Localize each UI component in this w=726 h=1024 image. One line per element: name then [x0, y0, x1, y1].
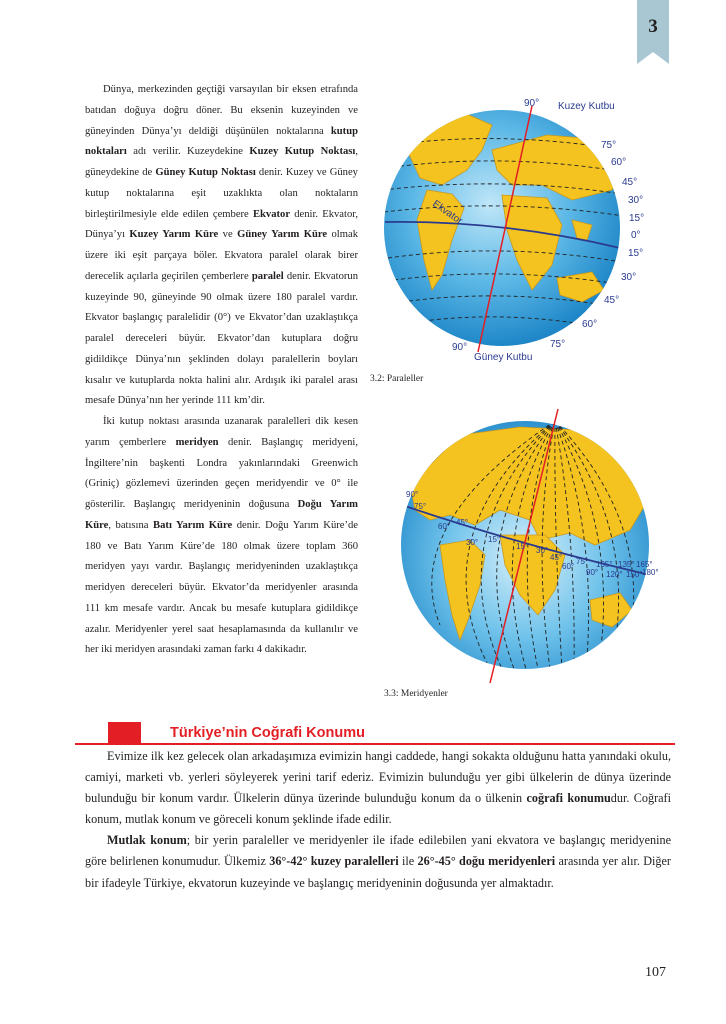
parallel-label: 75° [550, 339, 566, 350]
parallel-label: 15° [629, 213, 645, 224]
bottom-degree-label: 90° [452, 342, 468, 353]
parallel-label: 45° [604, 295, 620, 306]
meridian-label: 90° [406, 490, 419, 499]
parallel-label: 45° [622, 177, 638, 188]
meridian-label: 90° [586, 568, 599, 577]
parallel-label: 30° [621, 272, 637, 283]
paragraph-meridians: İki kutup noktası arasında uzanarak paralelleri dik kesen yarım çemberlere meridyen denir. Başlangıç meridyeni, İngiltere’nin başkenti Londra yakınlarındaki Greenwich (Griniç) gözlemevi üzerinden geçen meridyendir ve 0° ile gösterilir. Başlangıç meridyeninin doğusuna Doğu Yarım Küre, batısına Batı Yarım Küre denir. Doğu Yarım Küre’de 180 ve Batı Yarım Küre’de 180 olmak üzere toplam 360 meridyen yayı vardır. Başlangıç meridyeninden uzaklaştıkça meridyen dereceleri büyür. Ekvator’da meridyenler arasında 111 km mesafe vardır. Ancak bu mesafe kutuplara gidildikçe azalır. Meridyenler yerel saat hesaplamasında da kullanılır ve her iki meridyen arasındaki zaman farkı 4 dakikadır. [85, 416, 358, 656]
heading-marker [108, 722, 141, 744]
section-heading [75, 722, 675, 746]
parallels-globe [372, 90, 672, 368]
figure-caption-parallels: 3.2: Paraleller [370, 374, 424, 384]
meridian-label: 45° [550, 553, 563, 562]
south-pole-label: Güney Kutbu [474, 352, 533, 363]
bold-term: 26°-45° doğu meridyenleri [417, 854, 556, 869]
meridians-globe [380, 405, 670, 685]
meridian-label: 75° [414, 502, 427, 511]
paragraph-poles-parallels: Dünya, merkezinden geçtiği varsayılan bir eksen etrafında batıdan doğuya doğru döner. Bu eksenin kuzeyinden ve güneyinden Dünya’yı deldiği düşünülen noktalarına kutup noktaları adı verilir. Kuzeydekine Kuzey Kutup Noktası, güneydekine de Güney Kutup Noktası denir. Kuzey ve Güney kutup noktalarına eşit uzaklıkta olan noktaların birleştirilmesiyle elde edilen çembere Ekvator denir. Ekvator, Dünya’yı Kuzey Yarım Küre ve Güney Yarım Küre olmak üzere iki eşit parçaya böler. Ekvatora paralel olarak birer derecelik açılarla geçirilen çemberlere paralel denir. Ekvatorun kuzeyinde 90, güneyinde 90 olmak üzere 180 paralel vardır. Ekvator başlangıç paralelidir (0°) ve Ekvator’dan uzaklaştıkça paralel dereceleri büyür. Ekvator’dan kutuplara doğru gidildikçe Dünya’nın şeklinden dolayı paralellerin boyları kısalır ve kutuplarda nokta halini alır. Ardışık iki paralel arası mesafe Dünya’nın her yerinde 111 km’dir. [85, 84, 359, 407]
bold-term: Kuzey Yarım Küre [129, 229, 219, 241]
bold-term: kutup noktaları [85, 125, 358, 158]
north-pole-label: Kuzey Kutbu [558, 101, 615, 112]
meridian-label: 60° [562, 562, 575, 571]
meridian-label: 120° [606, 570, 623, 579]
bold-term: Ekvator [252, 208, 291, 220]
parallel-label: 30° [628, 195, 644, 206]
chapter-number: 3 [648, 16, 658, 37]
paragraph-absolute-location: Mutlak konum; bir yerin paraleller ve meridyenler ile ifade edilebilen yani ekvatora ve başlangıç meridyenine göre belirlenen konumudur. Ülkemiz 36°-42° kuzey paralelleri ile 26°-45° doğu meridyenleri arasında yer alır. Diğer bir ifadeyle Türkiye, ekvatorun kuzeyinde ve başlangıç meridyeninin doğusunda yer almaktadır. [85, 833, 672, 890]
left-text-column [85, 80, 358, 661]
meridian-label: 180° [642, 568, 659, 577]
meridian-label: 60° [438, 522, 451, 531]
meridian-label: 150° [626, 570, 643, 579]
bold-term: Batı Yarım Küre [153, 519, 233, 531]
section-body [85, 746, 671, 894]
chapter-ribbon [637, 0, 669, 64]
parallel-label: 15° [628, 248, 644, 259]
meridian-label: 30° [536, 546, 549, 555]
bold-term: Güney Yarım Küre [237, 229, 328, 241]
top-degree-label: 90° [524, 98, 540, 109]
page-number: 107 [645, 965, 666, 980]
parallel-label: 0° [631, 230, 641, 241]
bold-term: Kuzey Kutup Noktası [249, 146, 356, 158]
meridian-label: 105° [596, 560, 613, 569]
meridian-label: 15° [488, 535, 501, 544]
meridian-label: 45° [456, 518, 469, 527]
bold-term: Mutlak konum [107, 833, 187, 848]
parallel-label: 60° [611, 157, 627, 168]
parallel-label: 75° [601, 140, 617, 151]
bold-term: 36°-42° kuzey paralelleri [269, 854, 399, 869]
bold-term: paralel [251, 270, 284, 282]
meridian-label: 75° [576, 557, 589, 566]
meridian-label: 135° [618, 560, 635, 569]
meridian-label: 165° [636, 560, 653, 569]
bold-term: meridyen [175, 436, 219, 448]
meridian-label: 15° [516, 542, 529, 551]
figure-caption-meridians: 3.3: Meridyenler [384, 689, 448, 699]
parallel-label: 60° [582, 319, 598, 330]
bold-term: coğrafi konumu [526, 791, 611, 806]
heading-rule [75, 743, 675, 745]
section-title: Türkiye’nin Coğrafi Konumu [170, 725, 365, 741]
bold-term: Güney Kutup Noktası [155, 167, 256, 178]
bold-term: Doğu Yarım Küre [85, 499, 358, 531]
paragraph-geographic-location: Evimize ilk kez gelecek olan arkadaşımıza evimizin hangi caddede, hangi sokakta olduğunu hatta yanındaki okulu, camiyi, marketi vb. yerleri söyleyerek yerini tarif ederiz. Evimizin bulunduğu yer gibi ülkelerin de dünya üzerinde bulunduğu bir konum vardır. Ülkelerin dünya üzerinde bulunduğu konum da o ülkenin coğrafi konumudur. Coğrafi konum, mutlak konum ve göreceli konum şeklinde ifade edilir. [85, 749, 671, 827]
equator-label: Ekvator [430, 198, 465, 227]
meridian-label: 30° [466, 538, 479, 547]
